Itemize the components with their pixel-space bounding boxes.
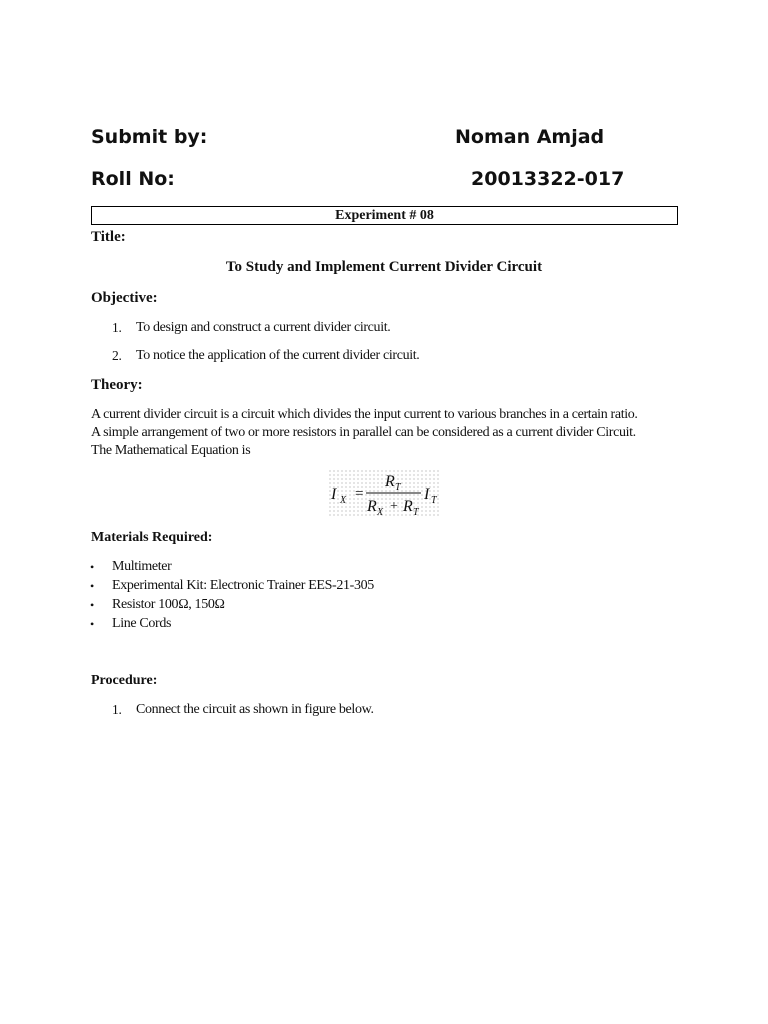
materials-bullet-4: • (90, 617, 95, 631)
theory-line-2: A simple arrangement of two or more resistors in parallel can be considered as a current divider Circuit. (91, 425, 636, 440)
objective-item-2-number: 2. (112, 348, 122, 363)
materials-bullet-2: • (90, 579, 95, 593)
current-divider-equation (328, 469, 440, 517)
eq-denominator-b: R (403, 498, 413, 515)
eq-plus: + (390, 499, 398, 514)
submit-by-label: Submit by: (91, 126, 208, 148)
eq-rhs: I (424, 486, 430, 503)
experiment-title: To Study and Implement Current Divider Circuit (225, 259, 543, 275)
theory-line-3: The Mathematical Equation is (91, 443, 251, 458)
procedure-heading: Procedure: (91, 673, 158, 688)
materials-heading: Materials Required: (91, 530, 213, 545)
objective-item-1-number: 1. (112, 320, 122, 335)
procedure-item-1-number: 1. (112, 702, 122, 717)
procedure-item-1-text: Connect the circuit as shown in figure below. (136, 702, 374, 717)
theory-heading: Theory: (91, 377, 143, 393)
eq-numerator: R (385, 473, 395, 490)
eq-equals: = (355, 486, 364, 502)
eq-denominator-a-sub: X (377, 507, 384, 517)
materials-item-3: Resistor 100Ω, 150Ω (112, 597, 225, 612)
materials-item-4: Line Cords (112, 616, 172, 631)
student-name: Noman Amjad (455, 126, 605, 148)
eq-lhs-sub: X (340, 495, 347, 506)
materials-item-2: Experimental Kit: Electronic Trainer EES-21-305 (112, 578, 374, 593)
eq-lhs: I (331, 486, 337, 503)
eq-numerator-sub: T (395, 482, 401, 493)
eq-denominator-b-sub: T (413, 507, 419, 517)
title-heading: Title: (91, 229, 126, 245)
eq-denominator-a: R (367, 498, 377, 515)
roll-no-label: Roll No: (91, 168, 175, 190)
roll-no-value: 20013322-017 (471, 168, 625, 190)
experiment-number-box: Experiment # 08 (91, 206, 678, 225)
objective-item-2-text: To notice the application of the current divider circuit. (136, 348, 420, 363)
materials-bullet-1: • (90, 560, 95, 574)
objective-item-1-text: To design and construct a current divider circuit. (136, 320, 391, 335)
eq-rhs-sub: T (431, 495, 437, 506)
materials-bullet-3: • (90, 598, 95, 612)
materials-item-1: Multimeter (112, 559, 172, 574)
objective-heading: Objective: (91, 290, 158, 306)
theory-line-1: A current divider circuit is a circuit which divides the input current to various branches in a certain ratio. (91, 407, 638, 422)
